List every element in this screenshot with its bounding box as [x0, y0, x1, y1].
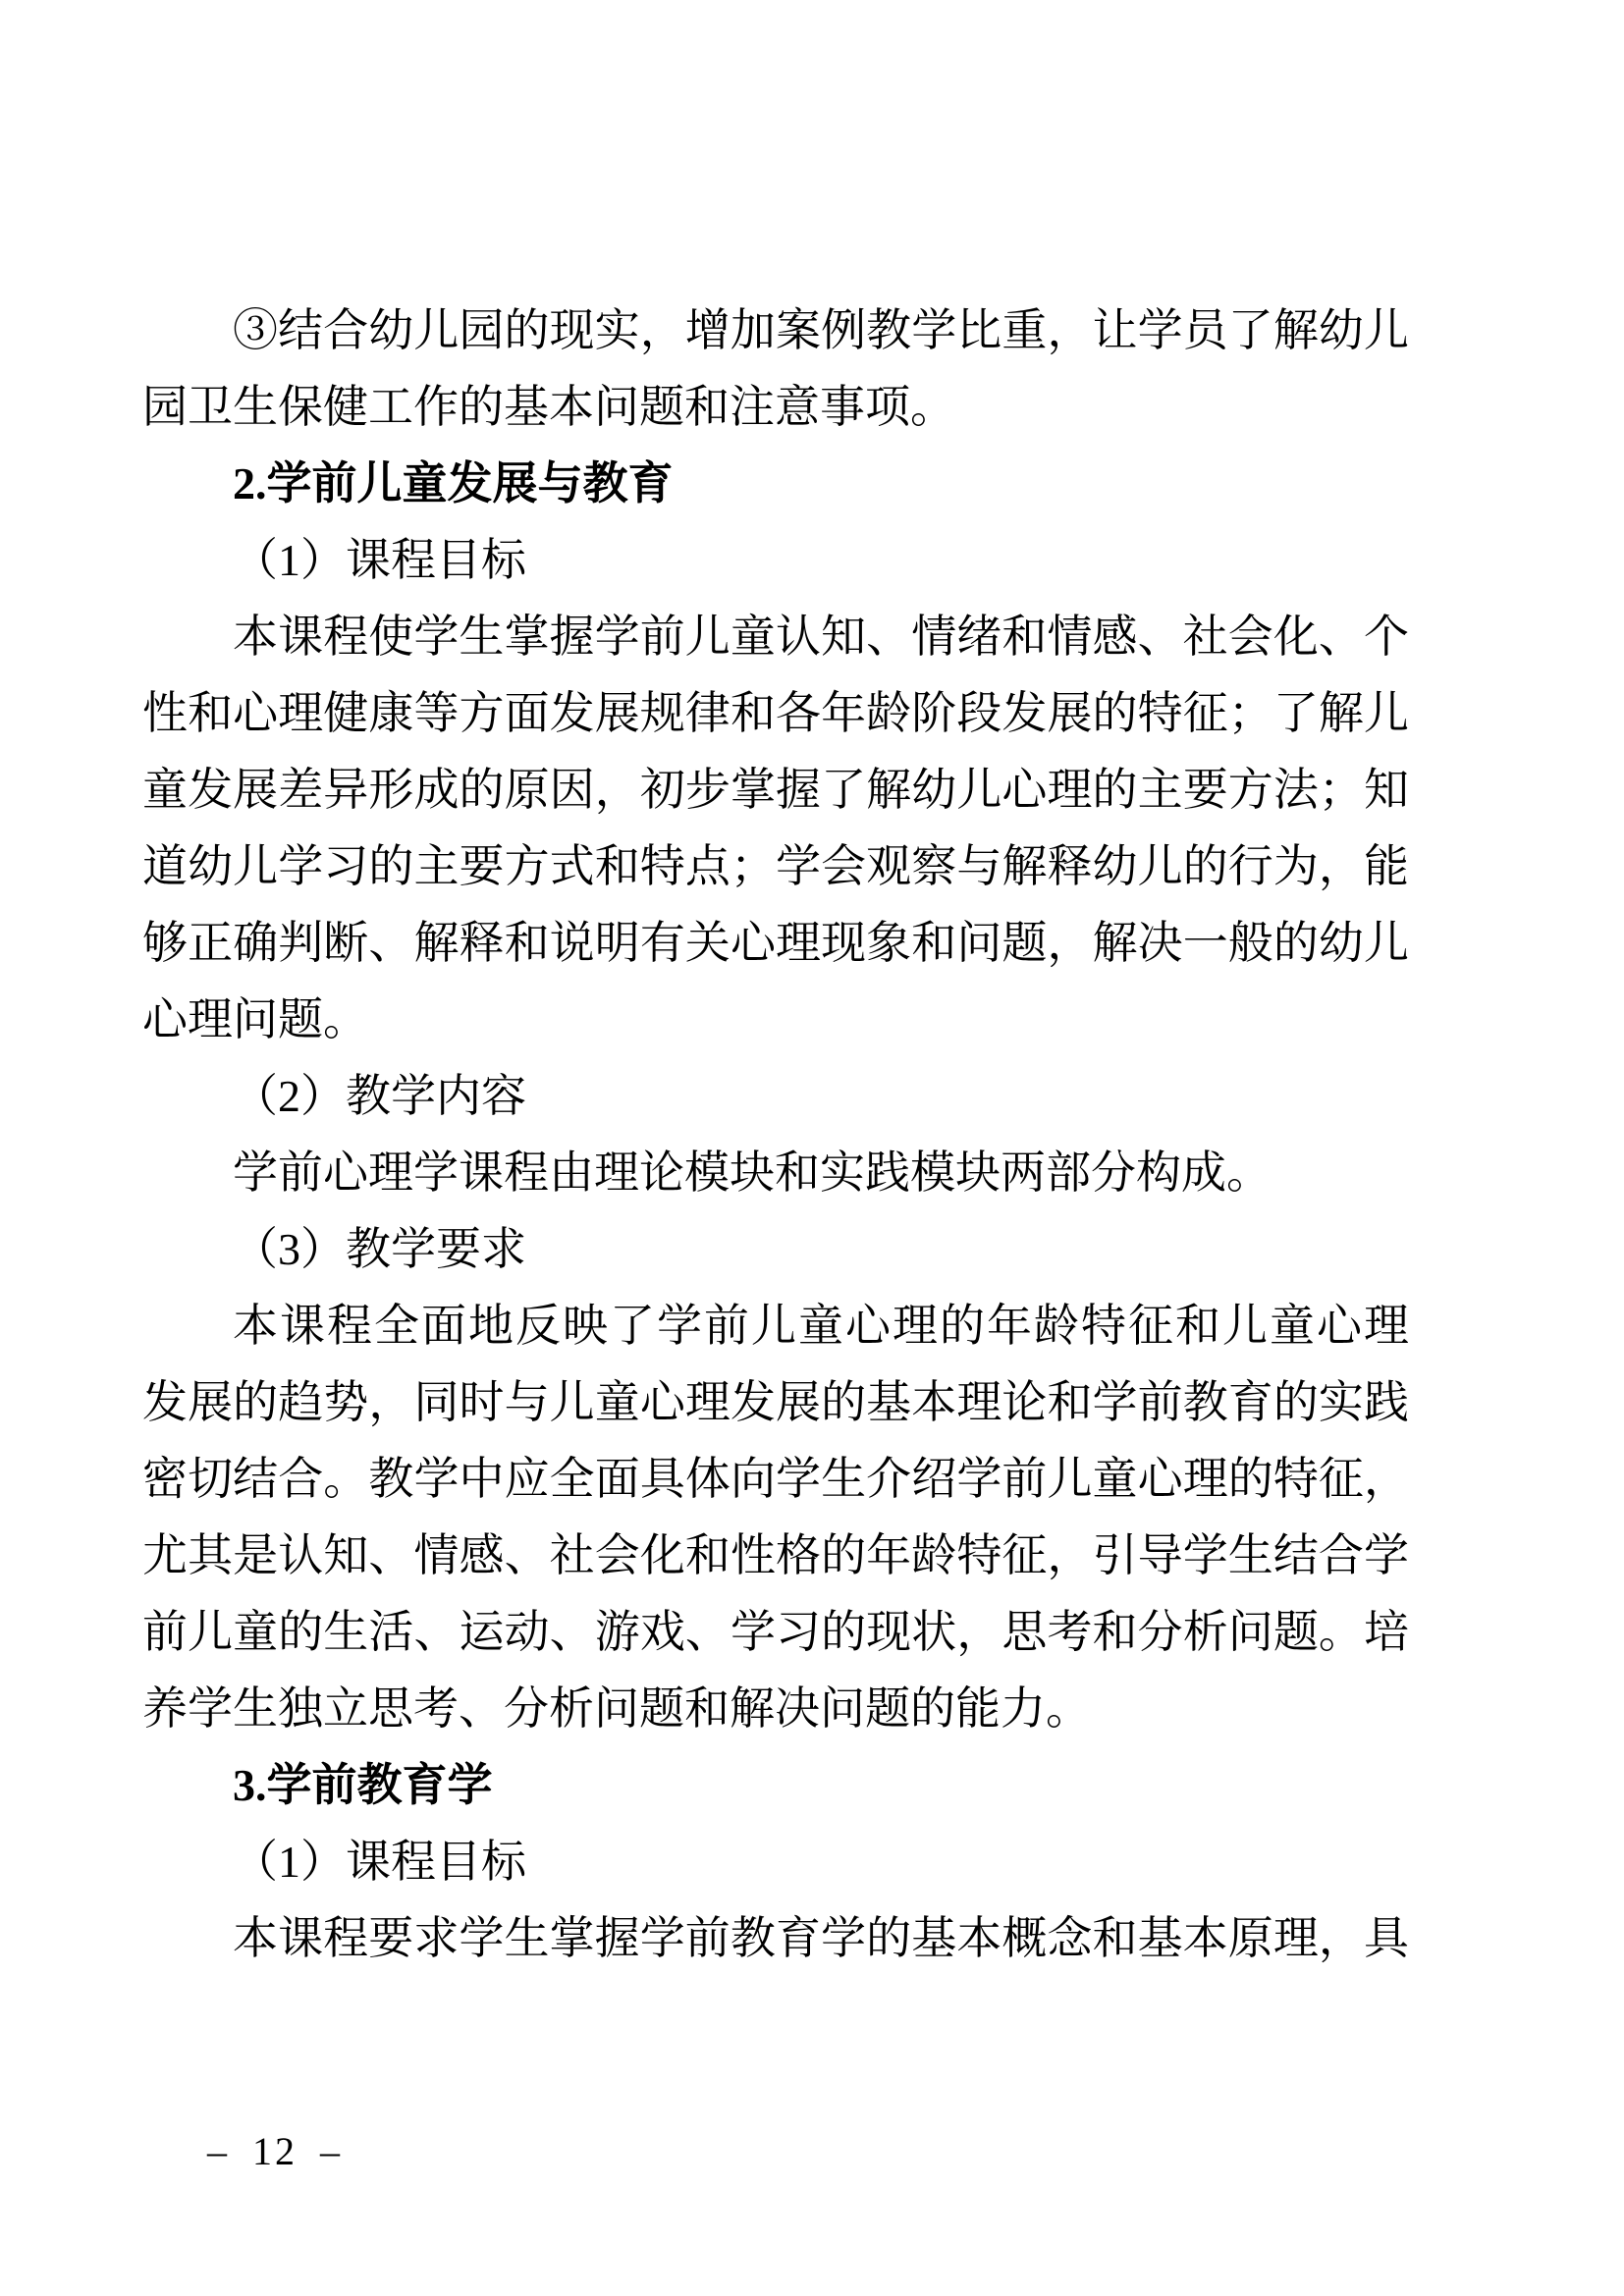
- subheading-teaching-content: （2）教学内容: [233, 1071, 526, 1121]
- text-line: 养学生独立思考、分析问题和解决问题的能力。: [142, 1683, 1091, 1734]
- text-line: 前儿童的生活、运动、游戏、学习的现状，思考和分析问题。培: [142, 1607, 1409, 1657]
- text-line: 本课程使学生掌握学前儿童认知、情绪和情感、社会化、个: [233, 612, 1409, 662]
- section-heading-2: 2.学前儿童发展与教育: [233, 458, 674, 508]
- page-body-text: [142, 293, 1409, 1977]
- text-line: 尤其是认知、情感、社会化和性格的年龄特征，引导学生结合学: [142, 1530, 1409, 1580]
- text-line: 园卫生保健工作的基本问题和注意事项。: [142, 382, 955, 432]
- section-heading-3: 3.学前教育学: [233, 1760, 493, 1810]
- text-line: 发展的趋势，同时与儿童心理发展的基本理论和学前教育的实践: [142, 1377, 1409, 1427]
- text-line: 童发展差异形成的原因，初步掌握了解幼儿心理的主要方法；知: [142, 765, 1409, 815]
- text-line: 心理问题。: [142, 994, 368, 1044]
- text-line: 性和心理健康等方面发展规律和各年龄阶段发展的特征；了解儿: [142, 688, 1409, 738]
- page-number: – 12 –: [207, 2129, 343, 2173]
- text-line: 学前心理学课程由理论模块和实践模块两部分构成。: [233, 1148, 1272, 1198]
- text-line: 密切结合。教学中应全面具体向学生介绍学前儿童心理的特征，: [142, 1454, 1409, 1504]
- text-line: 够正确判断、解释和说明有关心理现象和问题，解决一般的幼儿: [142, 918, 1409, 968]
- text-line: 本课程全面地反映了学前儿童心理的年龄特征和儿童心理: [233, 1301, 1409, 1351]
- subheading-teaching-requirements: （3）教学要求: [233, 1224, 526, 1274]
- text-line: 本课程要求学生掌握学前教育学的基本概念和基本原理，具: [233, 1913, 1409, 1963]
- text-line: ③结合幼儿园的现实，增加案例教学比重，让学员了解幼儿: [233, 305, 1409, 355]
- text-line: 道幼儿学习的主要方式和特点；学会观察与解释幼儿的行为，能: [142, 841, 1409, 891]
- subheading-course-goal: （1）课程目标: [233, 1837, 526, 1887]
- subheading-course-goal: （1）课程目标: [233, 535, 526, 585]
